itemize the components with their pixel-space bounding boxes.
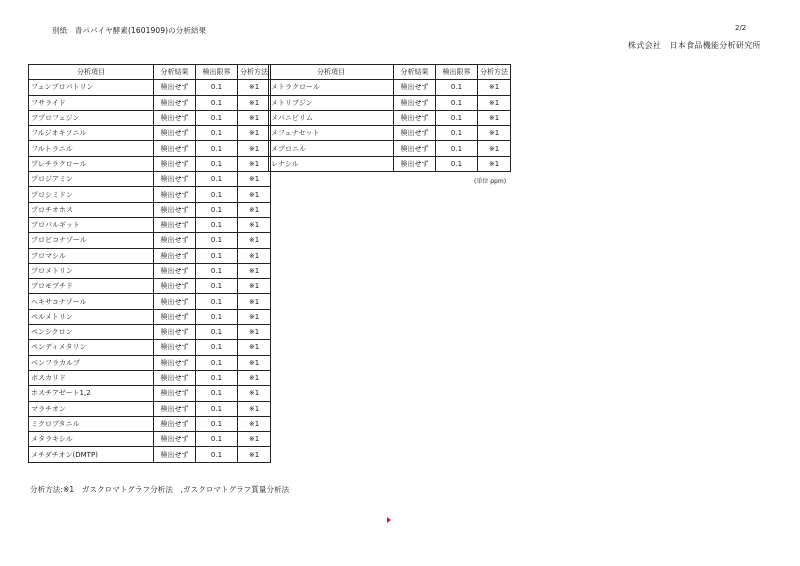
table-row [29,416,271,431]
cell-method: ※1 [238,325,271,340]
cell-item: ヘキサコナゾール [29,294,154,309]
cell-limit: 0.1 [196,416,238,431]
cell-method: ※1 [238,401,271,416]
table-row [29,233,271,248]
cell-result: 検出せず [154,309,196,324]
table-row [29,141,271,156]
cell-method: ※1 [238,416,271,431]
cell-result: 検出せず [154,110,196,125]
cell-method: ※1 [238,294,271,309]
col-header-item: 分析項目 [269,65,394,80]
table-row [269,110,511,125]
cell-result: 検出せず [394,95,436,110]
cell-result: 検出せず [154,172,196,187]
table-row [29,172,271,187]
cell-limit: 0.1 [196,156,238,171]
table-row [29,401,271,416]
cell-limit: 0.1 [436,110,478,125]
cell-item: フルトラニル [29,141,154,156]
cell-item: レナシル [269,156,394,171]
cell-item: ホスチアゼート1,2 [29,386,154,401]
cell-limit: 0.1 [196,325,238,340]
cell-limit: 0.1 [436,126,478,141]
cell-result: 検出せず [154,386,196,401]
cell-method: ※1 [238,233,271,248]
table-row [29,95,271,110]
table-row [29,309,271,324]
cell-result: 検出せず [154,248,196,263]
cell-limit: 0.1 [196,233,238,248]
cell-result: 検出せず [154,370,196,385]
cell-method: ※1 [238,340,271,355]
cell-item: フサライド [29,95,154,110]
cell-method: ※1 [478,95,511,110]
cell-result: 検出せず [394,80,436,95]
cell-result: 検出せず [154,294,196,309]
cell-item: プレチラクロール [29,156,154,171]
cell-result: 検出せず [154,95,196,110]
cell-limit: 0.1 [436,80,478,95]
cell-result: 検出せず [154,263,196,278]
cell-method: ※1 [238,370,271,385]
page-number: 2/2 [735,24,747,32]
cell-result: 検出せず [154,401,196,416]
organization-name: 株式会社 日本食品機能分析研究所 [628,41,761,50]
cell-result: 検出せず [154,217,196,232]
cell-limit: 0.1 [196,95,238,110]
cell-method: ※1 [478,156,511,171]
col-header-limit: 検出限界 [436,65,478,80]
results-table-left [28,64,271,463]
table-row [29,126,271,141]
cell-result: 検出せず [154,325,196,340]
cell-limit: 0.1 [196,279,238,294]
cell-limit: 0.1 [196,202,238,217]
table-row [29,187,271,202]
cell-result: 検出せず [154,340,196,355]
cell-limit: 0.1 [196,386,238,401]
cell-limit: 0.1 [196,80,238,95]
col-header-result: 分析結果 [394,65,436,80]
cell-item: プロチオホス [29,202,154,217]
cell-method: ※1 [238,309,271,324]
cell-method: ※1 [238,156,271,171]
cell-result: 検出せず [154,447,196,462]
cell-limit: 0.1 [196,126,238,141]
right-table-body [269,80,511,172]
table-row [29,340,271,355]
cell-result: 検出せず [394,126,436,141]
cell-limit: 0.1 [436,141,478,156]
cell-method: ※1 [238,202,271,217]
cell-limit: 0.1 [196,401,238,416]
cell-result: 検出せず [394,156,436,171]
cell-method: ※1 [238,187,271,202]
cell-limit: 0.1 [196,432,238,447]
cell-result: 検出せず [394,141,436,156]
cell-limit: 0.1 [196,355,238,370]
cell-limit: 0.1 [436,156,478,171]
table-row [29,370,271,385]
col-header-method: 分析方法 [478,65,511,80]
cell-method: ※1 [478,80,511,95]
table-row [29,279,271,294]
col-header-item: 分析項目 [29,65,154,80]
cell-method: ※1 [238,248,271,263]
cell-limit: 0.1 [196,110,238,125]
cell-item: ブプロフェジン [29,110,154,125]
cell-method: ※1 [238,95,271,110]
cell-item: ペルメトリン [29,309,154,324]
cell-method: ※1 [238,141,271,156]
cell-item: ペンディメタリン [29,340,154,355]
table-row [29,217,271,232]
table-row [29,447,271,462]
cell-method: ※1 [238,172,271,187]
table-row [29,202,271,217]
cell-method: ※1 [238,217,271,232]
results-table-right [268,64,511,172]
cell-limit: 0.1 [196,172,238,187]
cell-item: ブロマシル [29,248,154,263]
cell-limit: 0.1 [436,95,478,110]
cell-limit: 0.1 [196,141,238,156]
cell-method: ※1 [238,263,271,278]
cell-result: 検出せず [154,156,196,171]
cell-item: マラチオン [29,401,154,416]
table-row [29,294,271,309]
cell-item: ボスカリド [29,370,154,385]
cell-result: 検出せず [154,80,196,95]
cell-item: メトリブジン [269,95,394,110]
cell-item: プロシミドン [29,187,154,202]
col-header-limit: 検出限界 [196,65,238,80]
table-row [269,95,511,110]
cell-method: ※1 [478,141,511,156]
cell-item: メフェナセット [269,126,394,141]
cell-limit: 0.1 [196,340,238,355]
col-header-method: 分析方法 [238,65,271,80]
table-row [29,80,271,95]
cell-limit: 0.1 [196,217,238,232]
cell-method: ※1 [238,355,271,370]
cell-result: 検出せず [154,126,196,141]
cell-limit: 0.1 [196,248,238,263]
table-row [269,156,511,171]
scan-mark-icon [387,517,391,523]
cell-method: ※1 [238,80,271,95]
cell-result: 検出せず [154,233,196,248]
left-table-body [29,80,271,462]
cell-result: 検出せず [154,355,196,370]
cell-limit: 0.1 [196,309,238,324]
cell-limit: 0.1 [196,294,238,309]
table-row [29,110,271,125]
cell-limit: 0.1 [196,370,238,385]
cell-item: プロジアミン [29,172,154,187]
cell-result: 検出せず [154,416,196,431]
table-row [29,248,271,263]
cell-item: メプロニル [269,141,394,156]
cell-item: メタラキシル [29,432,154,447]
cell-item: メチダチオン(DMTP) [29,447,154,462]
table-row [29,263,271,278]
unit-note: (単位 ppm) [474,178,507,185]
table-row [269,80,511,95]
cell-result: 検出せず [154,202,196,217]
cell-method: ※1 [238,447,271,462]
cell-item: プロピコナゾール [29,233,154,248]
cell-item: フェンプロパトリン [29,80,154,95]
table-row [29,432,271,447]
document-title: 別紙 青パパイヤ酵素(1601909)の分析結果 [52,26,207,35]
cell-item: ベンフラカルブ [29,355,154,370]
table-row [269,141,511,156]
table-row [29,325,271,340]
cell-limit: 0.1 [196,263,238,278]
table-row [29,355,271,370]
cell-result: 検出せず [154,432,196,447]
cell-item: ミクロブタニル [29,416,154,431]
cell-item: メトラクロール [269,80,394,95]
cell-item: プロメトリン [29,263,154,278]
cell-method: ※1 [238,279,271,294]
cell-method: ※1 [238,126,271,141]
table-header-row [29,65,271,80]
method-note: 分析方法:※1 ガスクロマトグラフ分析法 ,ガスクロマトグラフ質量分析法 [30,485,290,494]
cell-item: メパニピリム [269,110,394,125]
table-row [29,156,271,171]
cell-item: ペンシクロン [29,325,154,340]
cell-method: ※1 [238,432,271,447]
cell-method: ※1 [238,386,271,401]
cell-item: フルジオキソニル [29,126,154,141]
cell-item: プロパルギット [29,217,154,232]
cell-method: ※1 [238,110,271,125]
cell-result: 検出せず [154,279,196,294]
cell-limit: 0.1 [196,187,238,202]
cell-result: 検出せず [154,141,196,156]
col-header-result: 分析結果 [154,65,196,80]
table-row [29,386,271,401]
table-row [269,126,511,141]
cell-item: ブロモブチド [29,279,154,294]
cell-result: 検出せず [154,187,196,202]
cell-method: ※1 [478,126,511,141]
cell-method: ※1 [478,110,511,125]
cell-limit: 0.1 [196,447,238,462]
cell-result: 検出せず [394,110,436,125]
table-header-row [269,65,511,80]
